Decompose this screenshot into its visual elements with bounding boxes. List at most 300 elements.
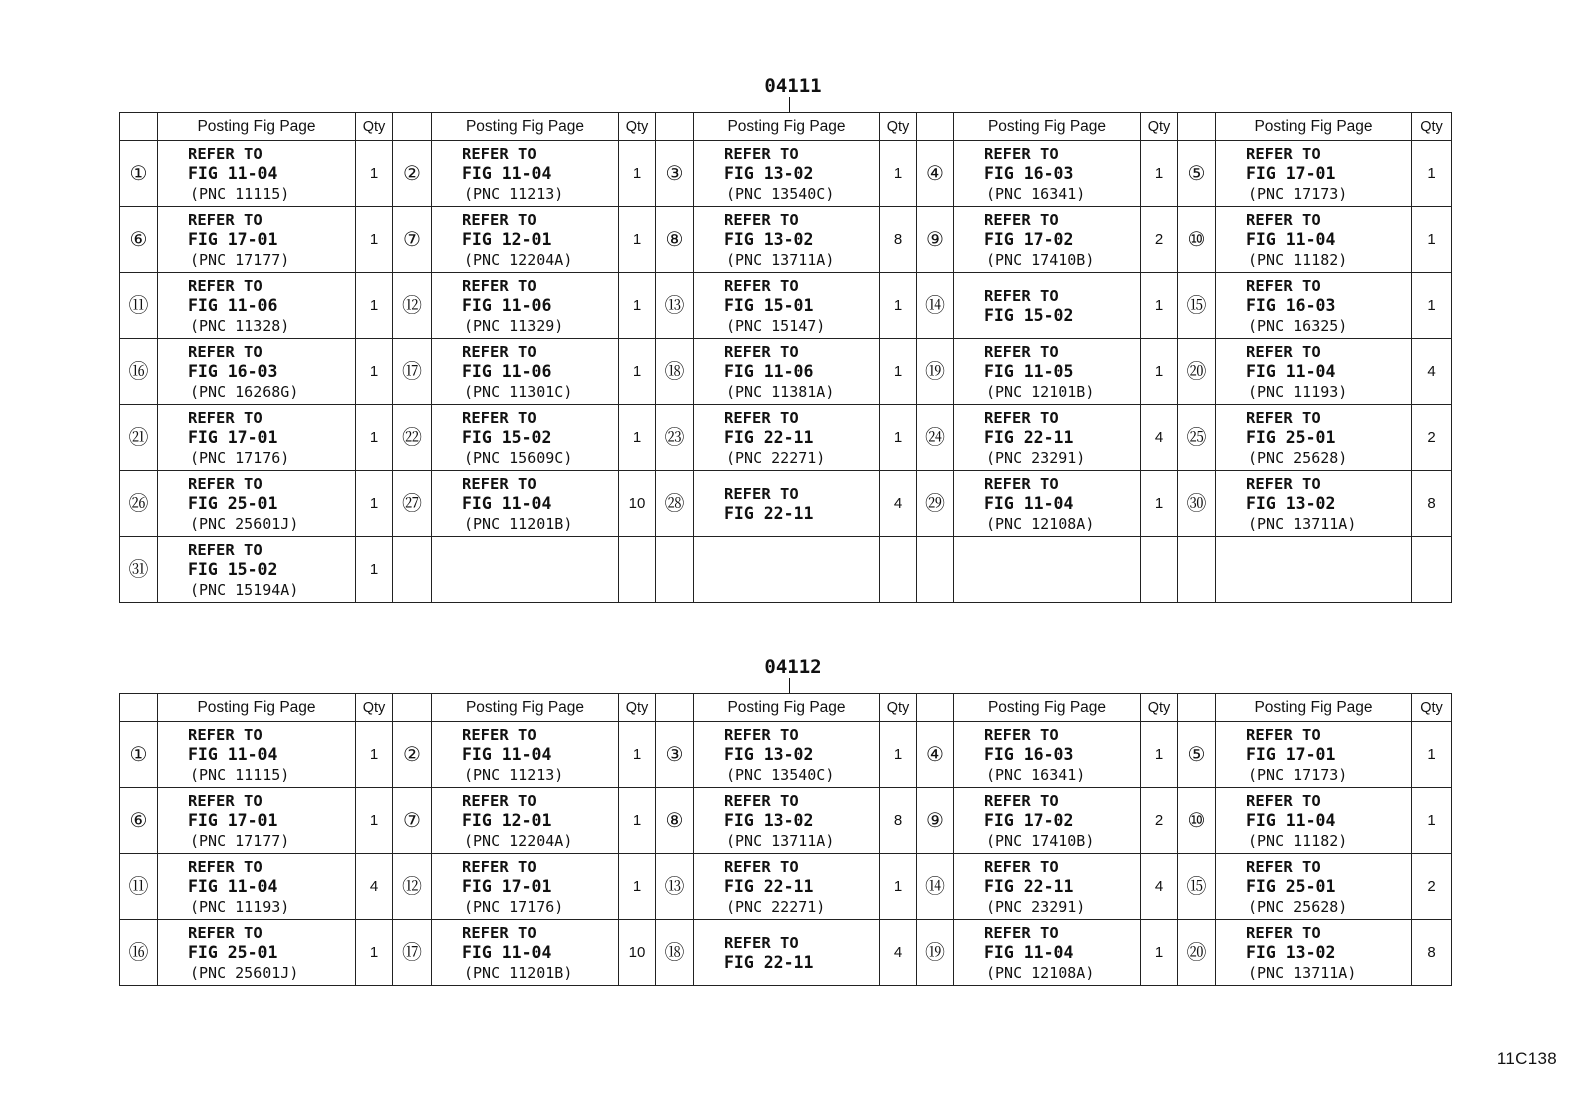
pnc-reference: (PNC 22271) xyxy=(726,897,826,916)
item-number: ⑦ xyxy=(393,207,432,273)
fig-reference: FIG 16-03 xyxy=(984,163,1074,183)
header-posting-fig-page: Posting Fig Page xyxy=(954,694,1141,722)
fig-reference: FIG 22-11 xyxy=(724,427,814,447)
item-reference xyxy=(694,920,880,986)
table-header-row xyxy=(120,113,1452,141)
item-number: ⑮ xyxy=(1178,273,1216,339)
fig-reference: FIG 11-05 xyxy=(984,361,1074,381)
item-qty: 1 xyxy=(1141,339,1178,405)
refer-to-text: REFER TO xyxy=(462,791,537,810)
parts-table xyxy=(119,693,1452,986)
item-reference xyxy=(432,207,619,273)
fig-reference: FIG 12-01 xyxy=(462,810,552,830)
item-number: ㉚ xyxy=(1178,471,1216,537)
item-qty: 2 xyxy=(1412,405,1452,471)
item-qty: 1 xyxy=(619,405,656,471)
table-row xyxy=(120,273,1452,339)
pnc-reference: (PNC 12204A) xyxy=(464,831,573,850)
item-number: ㉒ xyxy=(393,405,432,471)
header-num-cell xyxy=(393,113,432,141)
item-reference xyxy=(1216,273,1412,339)
item-qty: 1 xyxy=(619,788,656,854)
fig-reference: FIG 11-06 xyxy=(724,361,814,381)
refer-to-text: REFER TO xyxy=(724,484,799,503)
refer-to-text: REFER TO xyxy=(984,408,1059,427)
pnc-reference: (PNC 11301C) xyxy=(464,382,573,401)
pnc-reference: (PNC 11201B) xyxy=(464,963,573,982)
pnc-reference: (PNC 13540C) xyxy=(726,765,835,784)
fig-reference: FIG 17-01 xyxy=(1246,163,1336,183)
item-qty: 1 xyxy=(619,207,656,273)
pnc-reference: (PNC 11115) xyxy=(190,184,290,203)
header-posting-fig-page: Posting Fig Page xyxy=(694,113,880,141)
item-reference xyxy=(694,141,880,207)
pnc-reference: (PNC 16325) xyxy=(1248,316,1348,335)
item-reference xyxy=(432,339,619,405)
item-number: ㉛ xyxy=(120,537,158,603)
refer-to-text: REFER TO xyxy=(462,342,537,361)
table-row xyxy=(120,788,1452,854)
item-qty: 1 xyxy=(356,339,393,405)
item-reference xyxy=(954,854,1141,920)
pnc-reference: (PNC 23291) xyxy=(986,897,1086,916)
pnc-reference: (PNC 13711A) xyxy=(726,831,835,850)
header-posting-fig-page: Posting Fig Page xyxy=(432,694,619,722)
item-number: ⑬ xyxy=(656,854,694,920)
item-reference xyxy=(954,141,1141,207)
fig-reference: FIG 17-01 xyxy=(188,229,278,249)
header-num-cell xyxy=(120,113,158,141)
item-reference xyxy=(694,339,880,405)
item-qty: 1 xyxy=(356,273,393,339)
pnc-reference: (PNC 12204A) xyxy=(464,250,573,269)
table-row xyxy=(120,854,1452,920)
pnc-reference: (PNC 17173) xyxy=(1248,184,1348,203)
item-qty: 1 xyxy=(356,405,393,471)
fig-reference: FIG 22-11 xyxy=(984,876,1074,896)
item-number: ⑰ xyxy=(393,339,432,405)
item-reference xyxy=(158,339,356,405)
header-qty: Qty xyxy=(356,113,393,141)
item-qty: 10 xyxy=(619,920,656,986)
group-title: 04112 xyxy=(764,656,822,678)
pnc-reference: (PNC 11329) xyxy=(464,316,564,335)
fig-reference: FIG 13-02 xyxy=(724,810,814,830)
item-number: ⑩ xyxy=(1178,788,1216,854)
item-number: ㉕ xyxy=(1178,405,1216,471)
refer-to-text: REFER TO xyxy=(984,144,1059,163)
header-num-cell xyxy=(917,694,954,722)
table-row xyxy=(120,339,1452,405)
pnc-reference: (PNC 25601J) xyxy=(190,514,299,533)
pnc-reference: (PNC 22271) xyxy=(726,448,826,467)
refer-to-text: REFER TO xyxy=(984,210,1059,229)
item-reference xyxy=(158,722,356,788)
item-reference xyxy=(432,920,619,986)
item-reference xyxy=(1216,207,1412,273)
refer-to-text: REFER TO xyxy=(188,791,263,810)
refer-to-text: REFER TO xyxy=(984,474,1059,493)
refer-to-text: REFER TO xyxy=(462,923,537,942)
fig-reference: FIG 13-02 xyxy=(1246,493,1336,513)
pnc-reference: (PNC 16341) xyxy=(986,184,1086,203)
item-reference xyxy=(432,722,619,788)
fig-reference: FIG 11-06 xyxy=(462,361,552,381)
fig-reference: FIG 17-01 xyxy=(188,810,278,830)
pnc-reference: (PNC 15147) xyxy=(726,316,826,335)
item-qty: 1 xyxy=(619,722,656,788)
refer-to-text: REFER TO xyxy=(188,408,263,427)
item-number: ⑭ xyxy=(917,854,954,920)
item-number: ⑤ xyxy=(1178,722,1216,788)
item-qty: 1 xyxy=(880,405,917,471)
refer-to-text: REFER TO xyxy=(984,923,1059,942)
item-number: ⑩ xyxy=(1178,207,1216,273)
fig-reference: FIG 11-04 xyxy=(188,876,278,896)
fig-reference: FIG 13-02 xyxy=(724,229,814,249)
item-qty xyxy=(1141,537,1178,603)
pnc-reference: (PNC 11213) xyxy=(464,765,564,784)
refer-to-text: REFER TO xyxy=(984,725,1059,744)
pnc-reference: (PNC 11328) xyxy=(190,316,290,335)
item-qty: 2 xyxy=(1412,854,1452,920)
pnc-reference: (PNC 17176) xyxy=(190,448,290,467)
item-reference xyxy=(432,854,619,920)
item-number: ① xyxy=(120,141,158,207)
parts-table xyxy=(119,112,1452,603)
item-qty: 1 xyxy=(1412,722,1452,788)
pnc-reference: (PNC 16341) xyxy=(986,765,1086,784)
item-reference xyxy=(158,788,356,854)
header-qty: Qty xyxy=(619,694,656,722)
fig-reference: FIG 11-06 xyxy=(462,295,552,315)
item-number: ⑥ xyxy=(120,207,158,273)
item-number: ⑧ xyxy=(656,788,694,854)
item-number: ⑳ xyxy=(1178,339,1216,405)
item-reference xyxy=(954,273,1141,339)
item-qty: 1 xyxy=(356,722,393,788)
refer-to-text: REFER TO xyxy=(1246,474,1321,493)
item-qty: 8 xyxy=(880,207,917,273)
refer-to-text: REFER TO xyxy=(984,857,1059,876)
item-qty: 1 xyxy=(619,141,656,207)
refer-to-text: REFER TO xyxy=(462,857,537,876)
item-qty: 1 xyxy=(1412,273,1452,339)
fig-reference: FIG 11-04 xyxy=(1246,229,1336,249)
pnc-reference: (PNC 16268G) xyxy=(190,382,299,401)
item-number: ⑦ xyxy=(393,788,432,854)
item-reference xyxy=(694,788,880,854)
fig-reference: FIG 25-01 xyxy=(1246,427,1336,447)
pnc-reference: (PNC 11213) xyxy=(464,184,564,203)
refer-to-text: REFER TO xyxy=(724,144,799,163)
refer-to-text: REFER TO xyxy=(188,540,263,559)
refer-to-text: REFER TO xyxy=(188,210,263,229)
item-number: ⑫ xyxy=(393,273,432,339)
fig-reference: FIG 11-04 xyxy=(1246,810,1336,830)
item-qty: 1 xyxy=(619,273,656,339)
refer-to-text: REFER TO xyxy=(188,725,263,744)
item-number: ⑧ xyxy=(656,207,694,273)
fig-reference: FIG 17-02 xyxy=(984,810,1074,830)
header-qty: Qty xyxy=(880,113,917,141)
item-qty: 2 xyxy=(1141,207,1178,273)
item-number: ㉔ xyxy=(917,405,954,471)
item-number: ④ xyxy=(917,722,954,788)
item-reference xyxy=(954,471,1141,537)
item-reference xyxy=(694,207,880,273)
header-posting-fig-page: Posting Fig Page xyxy=(158,113,356,141)
drawing-code: 11C138 xyxy=(1496,1049,1557,1068)
item-reference xyxy=(1216,537,1412,603)
header-num-cell xyxy=(656,113,694,141)
item-reference xyxy=(158,273,356,339)
item-reference xyxy=(694,471,880,537)
item-qty: 1 xyxy=(356,141,393,207)
item-qty xyxy=(880,537,917,603)
item-reference xyxy=(1216,471,1412,537)
fig-reference: FIG 16-03 xyxy=(1246,295,1336,315)
table-row xyxy=(120,141,1452,207)
pnc-reference: (PNC 11193) xyxy=(1248,382,1348,401)
pnc-reference: (PNC 12108A) xyxy=(986,514,1095,533)
pnc-reference: (PNC 17173) xyxy=(1248,765,1348,784)
group-title-leader xyxy=(789,678,790,693)
item-qty: 1 xyxy=(356,920,393,986)
item-qty: 4 xyxy=(880,920,917,986)
item-qty: 4 xyxy=(880,471,917,537)
header-qty: Qty xyxy=(880,694,917,722)
pnc-reference: (PNC 12101B) xyxy=(986,382,1095,401)
item-reference xyxy=(1216,339,1412,405)
fig-reference: FIG 15-02 xyxy=(984,305,1074,325)
refer-to-text: REFER TO xyxy=(188,144,263,163)
fig-reference: FIG 11-04 xyxy=(1246,361,1336,381)
item-qty xyxy=(1412,537,1452,603)
fig-reference: FIG 13-02 xyxy=(1246,942,1336,962)
table-row xyxy=(120,537,1452,603)
fig-reference: FIG 11-04 xyxy=(188,744,278,764)
item-qty xyxy=(619,537,656,603)
fig-reference: FIG 25-01 xyxy=(188,493,278,513)
item-number: ⑥ xyxy=(120,788,158,854)
refer-to-text: REFER TO xyxy=(1246,408,1321,427)
refer-to-text: REFER TO xyxy=(724,791,799,810)
item-qty: 1 xyxy=(619,339,656,405)
refer-to-text: REFER TO xyxy=(462,725,537,744)
fig-reference: FIG 11-04 xyxy=(462,493,552,513)
header-qty: Qty xyxy=(1412,113,1452,141)
pnc-reference: (PNC 25601J) xyxy=(190,963,299,982)
item-number: ② xyxy=(393,722,432,788)
item-reference xyxy=(694,537,880,603)
header-qty: Qty xyxy=(619,113,656,141)
group-title: 04111 xyxy=(764,75,822,97)
item-number: ③ xyxy=(656,141,694,207)
pnc-reference: (PNC 11381A) xyxy=(726,382,835,401)
header-num-cell xyxy=(656,694,694,722)
pnc-reference: (PNC 12108A) xyxy=(986,963,1095,982)
fig-reference: FIG 11-04 xyxy=(984,942,1074,962)
item-number: ⑬ xyxy=(656,273,694,339)
pnc-reference: (PNC 17176) xyxy=(464,897,564,916)
item-number: ⑲ xyxy=(917,339,954,405)
item-reference xyxy=(158,141,356,207)
fig-reference: FIG 11-04 xyxy=(188,163,278,183)
item-reference xyxy=(158,405,356,471)
item-qty: 1 xyxy=(880,854,917,920)
item-number xyxy=(1178,537,1216,603)
header-posting-fig-page: Posting Fig Page xyxy=(158,694,356,722)
refer-to-text: REFER TO xyxy=(462,276,537,295)
refer-to-text: REFER TO xyxy=(188,276,263,295)
item-reference xyxy=(954,405,1141,471)
fig-reference: FIG 17-01 xyxy=(188,427,278,447)
refer-to-text: REFER TO xyxy=(724,342,799,361)
item-number: ⑤ xyxy=(1178,141,1216,207)
item-qty: 1 xyxy=(1412,207,1452,273)
item-number: ⑫ xyxy=(393,854,432,920)
header-qty: Qty xyxy=(1141,694,1178,722)
refer-to-text: REFER TO xyxy=(1246,725,1321,744)
item-reference xyxy=(1216,405,1412,471)
item-number: ㉗ xyxy=(393,471,432,537)
item-number: ⑨ xyxy=(917,207,954,273)
item-reference xyxy=(694,405,880,471)
header-qty: Qty xyxy=(356,694,393,722)
refer-to-text: REFER TO xyxy=(188,857,263,876)
item-qty: 4 xyxy=(1141,405,1178,471)
item-number: ② xyxy=(393,141,432,207)
item-qty: 1 xyxy=(1412,141,1452,207)
refer-to-text: REFER TO xyxy=(188,923,263,942)
header-posting-fig-page: Posting Fig Page xyxy=(1216,694,1412,722)
item-reference xyxy=(158,537,356,603)
item-number: ⑨ xyxy=(917,788,954,854)
fig-reference: FIG 22-11 xyxy=(724,876,814,896)
fig-reference: FIG 11-04 xyxy=(462,163,552,183)
item-reference xyxy=(432,471,619,537)
item-reference xyxy=(432,788,619,854)
refer-to-text: REFER TO xyxy=(188,474,263,493)
pnc-reference: (PNC 17177) xyxy=(190,831,290,850)
pnc-reference: (PNC 11193) xyxy=(190,897,290,916)
table-header-row xyxy=(120,694,1452,722)
item-qty: 8 xyxy=(880,788,917,854)
refer-to-text: REFER TO xyxy=(724,857,799,876)
item-reference xyxy=(954,920,1141,986)
item-number: ⑱ xyxy=(656,920,694,986)
fig-reference: FIG 11-06 xyxy=(188,295,278,315)
refer-to-text: REFER TO xyxy=(188,342,263,361)
fig-reference: FIG 11-04 xyxy=(462,744,552,764)
header-posting-fig-page: Posting Fig Page xyxy=(954,113,1141,141)
item-qty: 1 xyxy=(1141,273,1178,339)
item-reference xyxy=(1216,722,1412,788)
item-qty: 4 xyxy=(356,854,393,920)
table-row xyxy=(120,722,1452,788)
item-qty: 1 xyxy=(1141,141,1178,207)
item-number xyxy=(917,537,954,603)
pnc-reference: (PNC 11201B) xyxy=(464,514,573,533)
refer-to-text: REFER TO xyxy=(1246,276,1321,295)
refer-to-text: REFER TO xyxy=(462,210,537,229)
item-reference xyxy=(954,537,1141,603)
fig-reference: FIG 16-03 xyxy=(188,361,278,381)
pnc-reference: (PNC 13711A) xyxy=(726,250,835,269)
item-number: ㉙ xyxy=(917,471,954,537)
refer-to-text: REFER TO xyxy=(1246,923,1321,942)
fig-reference: FIG 13-02 xyxy=(724,744,814,764)
table-row xyxy=(120,471,1452,537)
item-qty: 8 xyxy=(1412,471,1452,537)
item-qty: 1 xyxy=(356,537,393,603)
pnc-reference: (PNC 13711A) xyxy=(1248,963,1357,982)
fig-reference: FIG 16-03 xyxy=(984,744,1074,764)
header-num-cell xyxy=(1178,694,1216,722)
pnc-reference: (PNC 13711A) xyxy=(1248,514,1357,533)
item-qty: 1 xyxy=(1141,471,1178,537)
item-reference xyxy=(694,854,880,920)
pnc-reference: (PNC 17410B) xyxy=(986,250,1095,269)
item-qty: 1 xyxy=(619,854,656,920)
item-reference xyxy=(954,788,1141,854)
refer-to-text: REFER TO xyxy=(1246,144,1321,163)
item-qty: 1 xyxy=(1141,920,1178,986)
item-reference xyxy=(432,141,619,207)
table-row xyxy=(120,405,1452,471)
table-row xyxy=(120,207,1452,273)
refer-to-text: REFER TO xyxy=(984,791,1059,810)
item-reference xyxy=(1216,920,1412,986)
header-qty: Qty xyxy=(1412,694,1452,722)
pnc-reference: (PNC 15194A) xyxy=(190,580,299,599)
item-qty: 1 xyxy=(1412,788,1452,854)
refer-to-text: REFER TO xyxy=(462,408,537,427)
pnc-reference: (PNC 17177) xyxy=(190,250,290,269)
header-num-cell xyxy=(120,694,158,722)
item-number: ㉘ xyxy=(656,471,694,537)
refer-to-text: REFER TO xyxy=(984,286,1059,305)
item-reference xyxy=(158,920,356,986)
header-qty: Qty xyxy=(1141,113,1178,141)
item-reference xyxy=(694,722,880,788)
item-reference xyxy=(158,471,356,537)
item-qty: 4 xyxy=(1412,339,1452,405)
refer-to-text: REFER TO xyxy=(724,725,799,744)
item-number: ㉑ xyxy=(120,405,158,471)
item-number: ① xyxy=(120,722,158,788)
fig-reference: FIG 13-02 xyxy=(724,163,814,183)
item-number: ⑭ xyxy=(917,273,954,339)
fig-reference: FIG 17-01 xyxy=(462,876,552,896)
fig-reference: FIG 11-04 xyxy=(984,493,1074,513)
group-title-leader xyxy=(789,97,790,112)
item-number: ㉓ xyxy=(656,405,694,471)
item-reference xyxy=(954,722,1141,788)
fig-reference: FIG 11-04 xyxy=(462,942,552,962)
fig-reference: FIG 15-02 xyxy=(188,559,278,579)
pnc-reference: (PNC 25628) xyxy=(1248,448,1348,467)
item-reference xyxy=(432,273,619,339)
pnc-reference: (PNC 15609C) xyxy=(464,448,573,467)
refer-to-text: REFER TO xyxy=(462,474,537,493)
item-qty: 1 xyxy=(1141,722,1178,788)
refer-to-text: REFER TO xyxy=(724,210,799,229)
item-number: ⑪ xyxy=(120,854,158,920)
header-posting-fig-page: Posting Fig Page xyxy=(694,694,880,722)
item-reference xyxy=(1216,854,1412,920)
